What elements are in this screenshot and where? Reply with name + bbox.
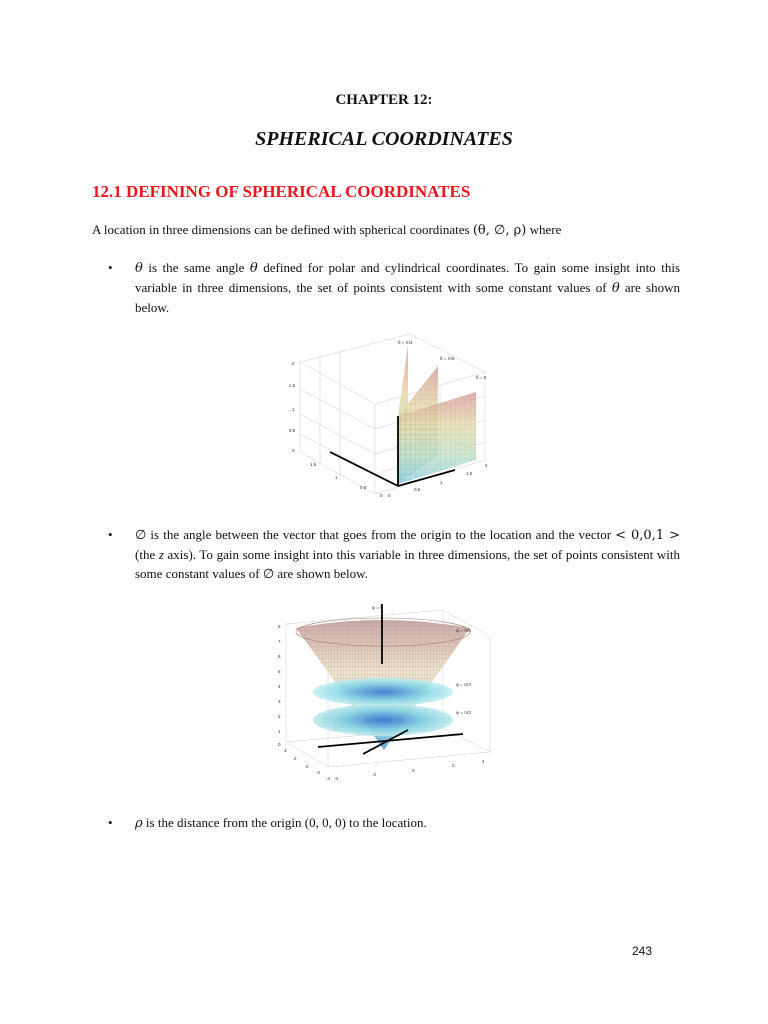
z-tick: 0 [292, 448, 295, 453]
surface-label: φ = π/3 [456, 710, 471, 715]
surface-label: φ = π/4 [456, 682, 471, 687]
chapter-label: CHAPTER 12: [335, 92, 433, 108]
theta-symbol: θ [611, 281, 620, 296]
z-tick: 0 [278, 742, 281, 747]
x-tick: 0 [306, 764, 309, 769]
z-tick: 1 [278, 729, 281, 734]
z-tick: 8 [278, 624, 281, 629]
surface-label: θ = π/6 [440, 356, 455, 361]
z-tick: 2 [292, 361, 295, 366]
intro-tail: where [526, 222, 562, 237]
bullet-phi [108, 525, 680, 584]
phi-symbol: ∅ [135, 528, 147, 543]
y-tick: 0 [412, 768, 415, 773]
bullet-phi-text-a: is the angle between the vector that goes from the origin to the location and the vector [146, 527, 616, 542]
z-tick: 4 [278, 684, 281, 689]
figure1-surfaces [398, 346, 476, 484]
z-vector: < 0,0,1 > [615, 528, 680, 543]
bullet-rho [108, 813, 680, 833]
y-tick: 0 [388, 493, 391, 498]
surface-label: φ = 0 [372, 605, 383, 610]
y-tick: -2 [372, 772, 377, 777]
z-tick: 7 [278, 639, 281, 644]
theta-symbol: θ [249, 261, 258, 276]
bullet-theta [108, 258, 680, 317]
section-heading: 12.1 DEFINING OF SPHERICAL COORDINATES [92, 182, 471, 201]
bullet-phi-text-d: are shown below. [274, 566, 368, 581]
y-tick: 0.5 [414, 487, 421, 492]
bullet-dot: • [108, 527, 113, 542]
bullet-dot: • [108, 815, 113, 830]
intro-text: A location in three dimensions can be defined with spherical coordinates [92, 222, 473, 237]
figure2-surfaces [296, 618, 470, 750]
x-tick: -2 [316, 770, 321, 775]
x-tick: 4 [284, 748, 287, 753]
y-tick: 1.5 [466, 471, 473, 476]
bullet-phi-text [135, 525, 680, 584]
y-tick: 2 [485, 463, 488, 468]
figure-constant-theta [280, 334, 500, 504]
x-tick: 0 [380, 493, 383, 498]
bullet-phi-text-c: axis). To gain some insight into this variable in three dimensions, the set of points consistent with some constant values of [135, 547, 680, 581]
z-tick: 1.5 [289, 383, 296, 388]
z-tick: 3 [278, 699, 281, 704]
z-tick: 0.5 [289, 428, 296, 433]
y-tick: -4 [334, 776, 339, 781]
bullet-phi-text-b: (the [135, 547, 159, 562]
z-tick: 2 [278, 714, 281, 719]
y-tick: 2 [452, 763, 455, 768]
page-number: 243 [632, 944, 653, 958]
bullet-rho-text [135, 813, 680, 833]
bullet-rho-text-a: is the distance from the origin (0, 0, 0) to the location. [142, 815, 427, 830]
surface-label: θ = 0 [476, 375, 487, 380]
bullet-theta-text-c: are shown below. [135, 280, 680, 315]
x-tick: 1 [335, 475, 338, 480]
bullet-dot: • [108, 260, 113, 275]
surface-label: φ = π/6 [456, 628, 471, 633]
intro-coords: (θ, ∅, ρ) [472, 223, 527, 238]
x-tick: 2 [294, 756, 297, 761]
y-tick: 4 [482, 759, 485, 764]
rho-symbol: ρ [135, 816, 143, 831]
phi-symbol: ∅ [262, 567, 275, 582]
bullet-theta-text [135, 258, 680, 317]
theta-symbol: θ [135, 261, 143, 276]
surface-label: θ = π/4 [398, 340, 413, 345]
z-axis-letter: z [158, 547, 164, 562]
z-tick: 5 [278, 669, 281, 674]
bullet-theta-text-b: defined for polar and cylindrical coordinates. To gain some insight into this variable in three dimensions, the set of points consistent with some constant values of [135, 260, 680, 295]
z-tick: 1 [292, 407, 295, 412]
intro-paragraph [92, 222, 682, 238]
x-tick: 1.5 [310, 462, 317, 467]
x-tick: 0.5 [360, 485, 367, 490]
x-tick: -4 [326, 776, 331, 781]
z-tick: 6 [278, 654, 281, 659]
y-tick: 1 [440, 480, 443, 485]
bullet-theta-text-a: is the same angle [142, 260, 250, 275]
chapter-title: SPHERICAL COORDINATES [255, 128, 513, 150]
figure-constant-phi [268, 602, 498, 787]
